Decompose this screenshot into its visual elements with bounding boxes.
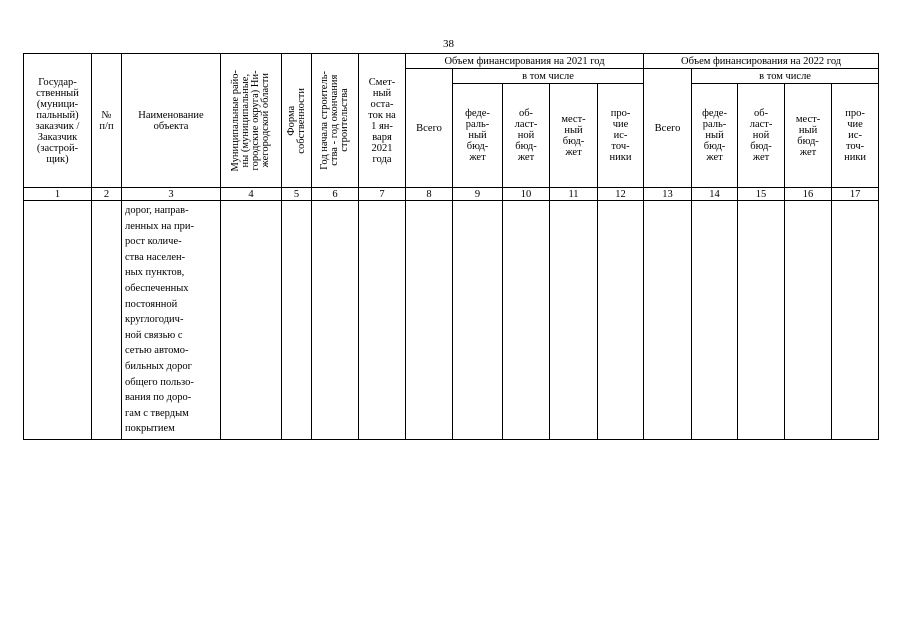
column-number: 3	[122, 188, 221, 201]
cell-federal-2021	[453, 201, 503, 440]
cell-other-2021	[598, 201, 644, 440]
column-number: 17	[832, 188, 879, 201]
header-funding-2021: Объем финансирования на 2021 год	[406, 54, 644, 69]
column-number: 13	[644, 188, 692, 201]
column-number: 5	[282, 188, 312, 201]
column-number: 12	[598, 188, 644, 201]
header-funding-2022: Объем финансирования на 2022 год	[644, 54, 879, 69]
cell-local-2021	[550, 201, 598, 440]
header-total-2021: Всего	[406, 69, 453, 188]
column-number: 7	[359, 188, 406, 201]
cell-object-text: дорог, направ- ленных на при- рост количе- ства населен- ных пунктов, обеспеченных постоянной круглогодич- ной связью с сетью автомо- бильных дорог общего пользо- вания по доро- гам с твердым покрытием	[122, 201, 221, 440]
header-other-2022: про- чие ис- точ- ники	[832, 84, 879, 188]
header-municipal-districts-cell	[221, 54, 282, 188]
header-federal-2021: феде- раль- ный бюд- жет	[453, 84, 503, 188]
table-row	[24, 201, 879, 440]
financing-table	[23, 53, 879, 440]
column-number: 4	[221, 188, 282, 201]
header-regional-2021: об- ласт- ной бюд- жет	[503, 84, 550, 188]
column-number: 10	[503, 188, 550, 201]
header-number: № п/п	[92, 54, 122, 188]
column-number: 1	[24, 188, 92, 201]
column-number: 16	[785, 188, 832, 201]
header-including-2022: в том числе	[692, 69, 879, 84]
header-local-2022: мест- ный бюд- жет	[785, 84, 832, 188]
header-ownership-form: Форма собственности	[285, 87, 307, 154]
column-number: 8	[406, 188, 453, 201]
header-ownership-form-cell	[282, 54, 312, 188]
header-municipal-districts: Муниципальные райо- ны (муниципальные, городские округа) Ни- жегородской области	[230, 69, 271, 172]
header-estimated-balance: Смет- ный оста- ток на 1 ян- варя 2021 года	[359, 54, 406, 188]
header-local-2021: мест- ный бюд- жет	[550, 84, 598, 188]
cell-federal-2022	[692, 201, 738, 440]
header-construction-years: Год начала строитель- ства - год окончания строительства	[319, 71, 350, 170]
column-numbers-row	[24, 188, 879, 201]
cell-customer	[24, 201, 92, 440]
column-number: 15	[738, 188, 785, 201]
page-number: 38	[443, 38, 454, 50]
header-construction-years-cell	[312, 54, 359, 188]
header-federal-2022: феде- раль- ный бюд- жет	[692, 84, 738, 188]
header-customer: Государ- ственный (муници- пальный) заказчик / Заказчик (застрой- щик)	[24, 54, 92, 188]
cell-total-2022	[644, 201, 692, 440]
cell-other-2022	[832, 201, 879, 440]
cell-municipal-districts	[221, 201, 282, 440]
cell-regional-2021	[503, 201, 550, 440]
cell-regional-2022	[738, 201, 785, 440]
column-number: 9	[453, 188, 503, 201]
header-including-2021: в том числе	[453, 69, 644, 84]
column-number: 6	[312, 188, 359, 201]
header-object-name: Наименование объекта	[122, 54, 221, 188]
column-number: 2	[92, 188, 122, 201]
cell-ownership-form	[282, 201, 312, 440]
header-total-2022: Всего	[644, 69, 692, 188]
header-regional-2022: об- ласт- ной бюд- жет	[738, 84, 785, 188]
column-number: 11	[550, 188, 598, 201]
cell-construction-years	[312, 201, 359, 440]
header-other-2021: про- чие ис- точ- ники	[598, 84, 644, 188]
cell-estimated-balance	[359, 201, 406, 440]
cell-total-2021	[406, 201, 453, 440]
column-number: 14	[692, 188, 738, 201]
cell-local-2022	[785, 201, 832, 440]
cell-number	[92, 201, 122, 440]
